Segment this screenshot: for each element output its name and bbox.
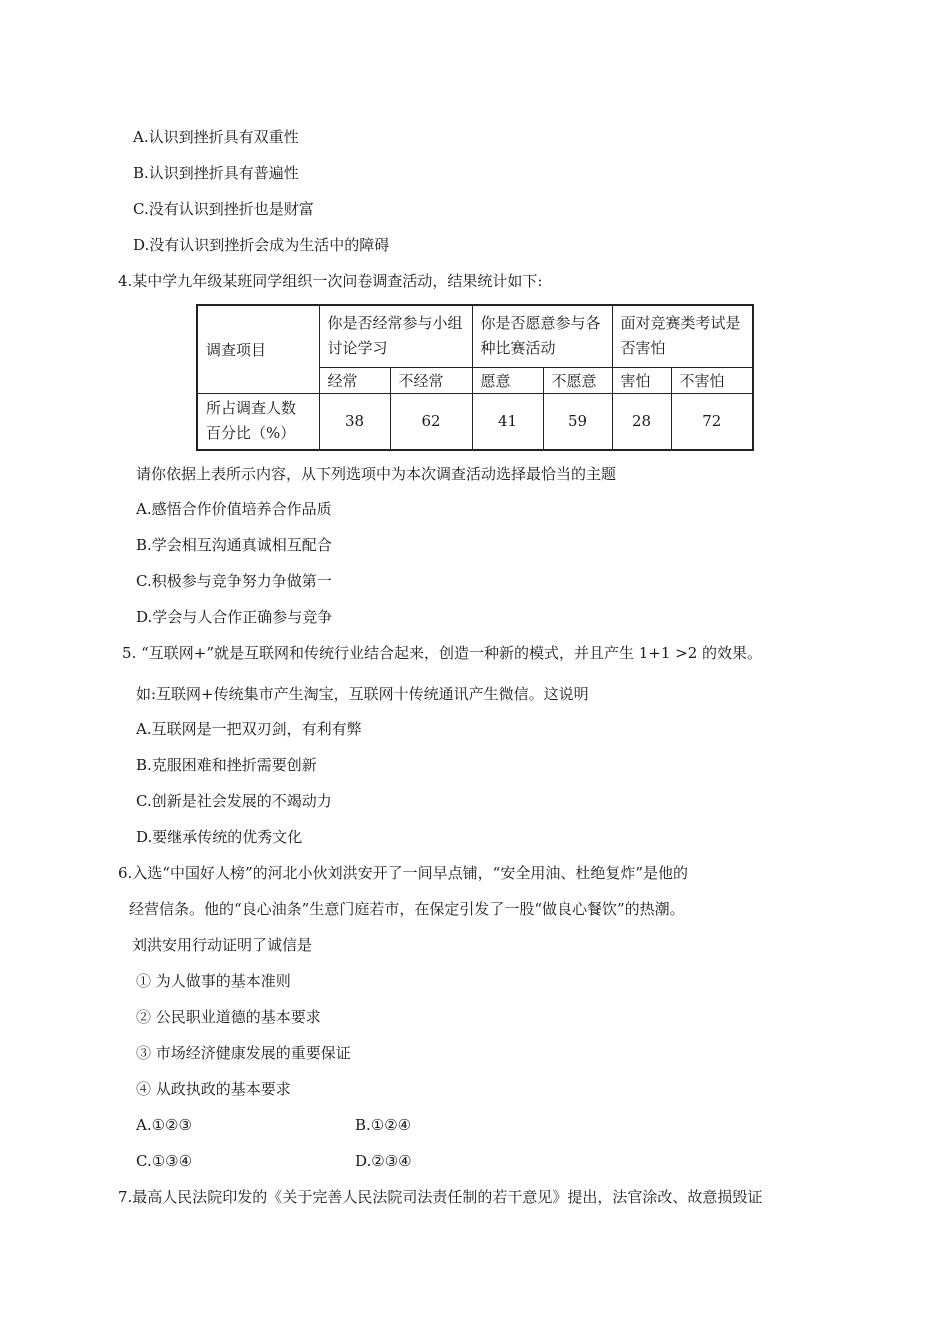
- q4-prompt: 请你依据上表所示内容，从下列选项中为本次调查活动选择最恰当的主题: [136, 465, 617, 483]
- table-subheader: 不害怕: [671, 367, 753, 393]
- q4-stem: 4.某中学九年级某班同学组织一次问卷调查活动，结果统计如下:: [118, 272, 543, 290]
- q6-item-4: ④ 从政执政的基本要求: [136, 1080, 291, 1098]
- q7-stem-line-1: 7.最高人民法院印发的《关于完善人民法院司法责任制的若干意见》提出，法官涂改、故意损毁证: [118, 1188, 763, 1206]
- q6-option-c: C.①③④: [136, 1152, 193, 1170]
- q6-stem-line-3: 刘洪安用行动证明了诚信是: [132, 936, 313, 954]
- q6-stem-line-1: 6.入选“中国好人榜”的河北小伙刘洪安开了一间早点铺，“安全用油、杜绝复炸”是他的: [118, 864, 688, 882]
- q4-option-c: C.积极参与竞争努力争做第一: [136, 572, 332, 590]
- q6-item-3: ③ 市场经济健康发展的重要保证: [136, 1044, 351, 1062]
- table-subheader: 害怕: [612, 367, 671, 393]
- q5-option-d: D.要继承传统的优秀文化: [136, 828, 303, 846]
- q6-item-2: ② 公民职业道德的基本要求: [136, 1008, 321, 1026]
- q6-stem-line-2: 经营信条。他的“良心油条”生意门庭若市，在保定引发了一股“做良心餐饮”的热潮。: [129, 900, 685, 918]
- q6-option-b: B.①②④: [355, 1116, 412, 1134]
- q3-option-b: B.认识到挫折具有普遍性: [133, 164, 299, 182]
- q5-stem-line-2: 如:互联网+传统集市产生淘宝，互联网十传统通讯产生微信。这说明: [136, 685, 589, 703]
- table-cell: 62: [390, 393, 472, 450]
- table-cell: 59: [543, 393, 612, 450]
- table-group-competition: 你是否愿意参与各种比赛活动: [472, 305, 612, 367]
- q6-item-1: ① 为人做事的基本准则: [136, 972, 291, 990]
- table-group-discussion: 你是否经常参与小组讨论学习: [319, 305, 472, 367]
- survey-table: [196, 304, 754, 451]
- table-cell: 41: [472, 393, 543, 450]
- table-subheader: 不愿意: [543, 367, 612, 393]
- table-row-header: 调查项目: [197, 305, 319, 393]
- q4-option-b: B.学会相互沟通真诚相互配合: [136, 536, 332, 554]
- q3-option-c: C.没有认识到挫折也是财富: [133, 200, 314, 218]
- table-subheader: 不经常: [390, 367, 472, 393]
- q6-option-a: A.①②③: [136, 1116, 192, 1134]
- q4-option-d: D.学会与人合作正确参与竞争: [136, 608, 333, 626]
- q5-option-c: C.创新是社会发展的不竭动力: [136, 792, 332, 810]
- q4-option-a: A.感悟合作价值培养合作品质: [136, 500, 332, 518]
- q3-option-d: D.没有认识到挫折会成为生活中的障碍: [133, 236, 390, 254]
- q5-stem-line-1: 5. “互联网+”就是互联网和传统行业结合起来，创造一种新的模式，并且产生 1+1 >2 的效果。: [122, 644, 763, 662]
- table-cell: 38: [319, 393, 390, 450]
- q3-option-a: A.认识到挫折具有双重性: [133, 128, 299, 146]
- q5-option-b: B.克服困难和挫折需要创新: [136, 756, 317, 774]
- q6-option-d: D.②③④: [355, 1152, 412, 1170]
- q5-option-a: A.互联网是一把双刃剑，有利有弊: [136, 720, 362, 738]
- table-cell: 72: [671, 393, 753, 450]
- table-subheader: 经常: [319, 367, 390, 393]
- table-group-exam-fear: 面对竞赛类考试是否害怕: [612, 305, 753, 367]
- table-cell: 28: [612, 393, 671, 450]
- table-data-row-label: 所占调查人数百分比（%）: [197, 393, 319, 450]
- table-subheader: 愿意: [472, 367, 543, 393]
